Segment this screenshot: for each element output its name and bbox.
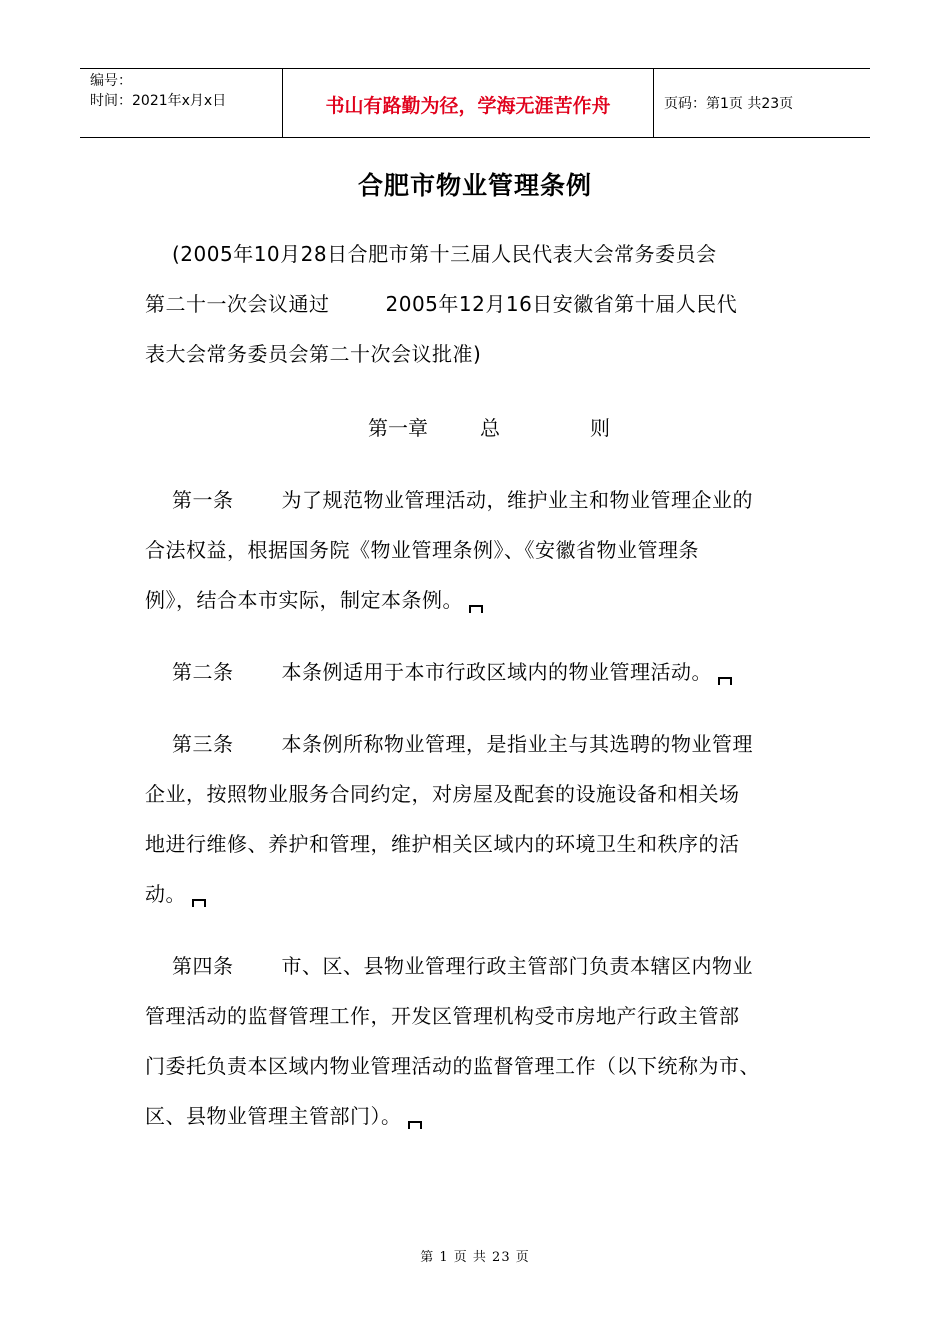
article-1-line-2: 合法权益，根据国务院《物业管理条例》、《安徽省物业管理条	[145, 538, 699, 562]
note-line-2a: 第二十一次会议通过	[145, 292, 330, 316]
article-1-line-3	[145, 586, 483, 614]
article-4-label: 第四条	[172, 954, 234, 978]
chapter-name-part2: 则	[590, 416, 610, 440]
note-line-1: (2005年10月28日合肥市第十三届人民代表大会常务委员会	[172, 242, 717, 266]
article-3-text-4: 动。	[145, 882, 186, 906]
document-title: 合肥市物业管理条例	[357, 171, 592, 200]
article-4-line-4	[145, 1102, 422, 1130]
article-3-label: 第三条	[172, 732, 234, 756]
article-4-text-4: 区、县物业管理主管部门）。	[145, 1104, 402, 1128]
article-4-line-2: 管理活动的监督管理工作，开发区管理机构受市房地产行政主管部	[145, 1004, 740, 1028]
article-2-text-1: 本条例适用于本市行政区域内的物业管理活动。	[281, 660, 712, 684]
note-line-2b: 2005年12月16日安徽省第十届人民代	[385, 292, 738, 316]
header-page-info: 页码：第1页 共23页	[664, 96, 794, 112]
article-2-label: 第二条	[172, 660, 234, 684]
time-label: 时间：2021年x月x日	[90, 93, 227, 109]
number-label: 编号：	[90, 73, 132, 89]
document-header	[80, 68, 870, 138]
header-motto: 书山有路勤为径，学海无涯苦作舟	[282, 69, 654, 137]
article-3-line-1	[172, 730, 753, 758]
article-4-text-1: 市、区、县物业管理行政主管部门负责本辖区内物业	[281, 954, 753, 978]
page-footer: 第 1 页 共 23 页	[420, 1250, 530, 1265]
article-4-line-1	[172, 952, 753, 980]
article-2-line-1	[172, 658, 732, 686]
article-3-line-2: 企业，按照物业服务合同约定，对房屋及配套的设施设备和相关场	[145, 782, 740, 806]
article-1-text-3: 例》，结合本市实际，制定本条例。	[145, 588, 463, 612]
chapter-number: 第一章	[368, 416, 428, 440]
paragraph-mark-icon	[192, 899, 206, 907]
note-line-3: 表大会常务委员会第二十次会议批准)	[145, 342, 482, 366]
article-1-label: 第一条	[172, 488, 234, 512]
article-1-text-1: 为了规范物业管理活动，维护业主和物业管理企业的	[281, 488, 753, 512]
paragraph-mark-icon	[469, 605, 483, 613]
article-3-line-3: 地进行维修、养护和管理，维护相关区域内的环境卫生和秩序的活	[145, 832, 740, 856]
paragraph-mark-icon	[408, 1121, 422, 1129]
chapter-name-part1: 总	[480, 416, 500, 440]
article-3-line-4	[145, 880, 206, 908]
article-1-line-1	[172, 486, 753, 514]
article-3-text-1: 本条例所称物业管理，是指业主与其选聘的物业管理	[281, 732, 753, 756]
paragraph-mark-icon	[718, 677, 732, 685]
header-meta	[80, 69, 282, 137]
article-4-line-3: 门委托负责本区域内物业管理活动的监督管理工作（以下统称为市、	[145, 1054, 760, 1078]
note-line-2	[145, 290, 737, 318]
